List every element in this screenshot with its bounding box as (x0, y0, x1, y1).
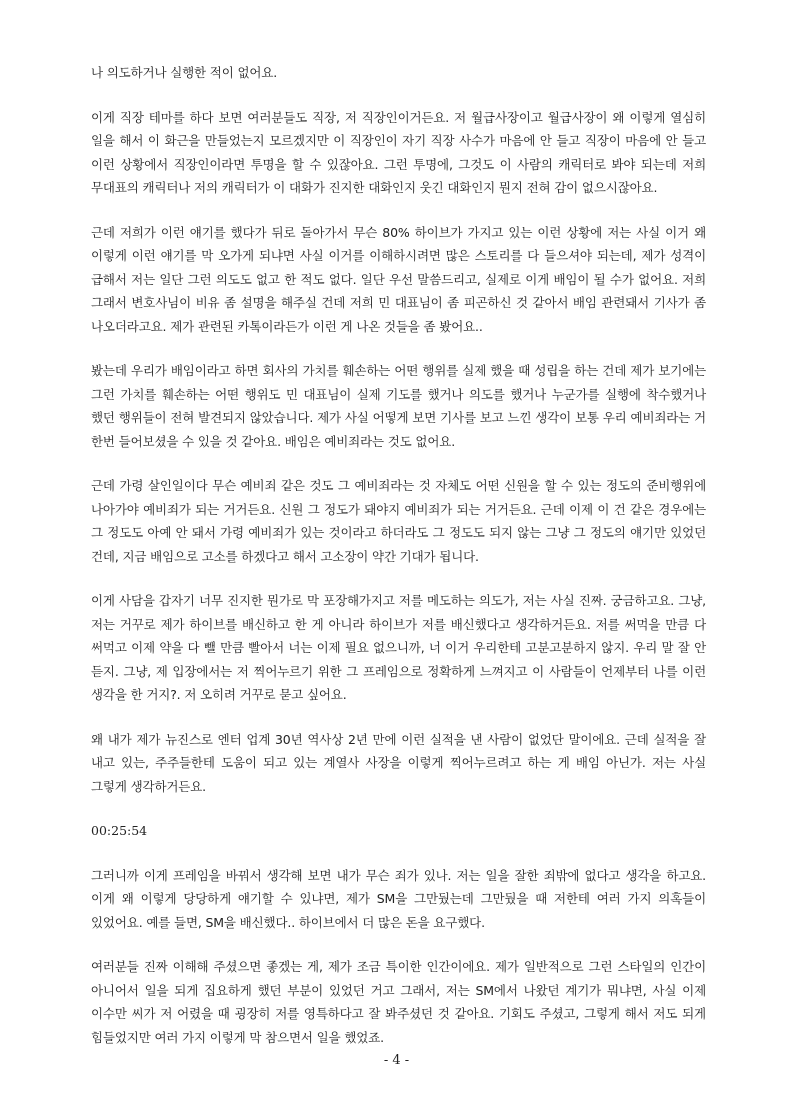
paragraph: 이게 직장 테마를 하다 보면 여러분들도 직장, 저 직장인이거든요. 저 월급사장이고 월급사장이 왜 이렇게 열심히 일을 해서 이 화근을 만들었는지 모르겠지만 이 직장인이 자기 직장 사수가 마음에 안 들고 직장이 마음에 안 들고 이런 상황에서 직장인이라면 투명을 할 수 있잖아요. 그런 투명에, 그것도 이 사람의 캐릭터로 봐야 되는데 저희 무대표의 캐릭터나 저의 캐릭터가 이 대화가 진지한 대화인지 웃긴 대화인지 뭔지 전혀 감이 없으시잖아요. (91, 109, 706, 195)
paragraph: 근데 가령 살인일이다 무슨 예비죄 같은 것도 그 예비죄라는 것 자체도 어떤 신원을 할 수 있는 정도의 준비행위에 나아가야 예비죄가 되는 거거든요. 신원 그 정도가 돼야지 예비죄가 되는 거거든요. 근데 이제 이 건 같은 경우에는 그 정도도 아예 안 돼서 가령 예비죄가 있는 것이라고 하더라도 그 정도도 되지 않는 그냥 그 정도의 얘기만 있었던 건데, 지금 배임으로 고소를 하겠다고 해서 고소장이 약간 기대가 됩니다. (91, 478, 706, 564)
timestamp: 00:25:54 (91, 823, 148, 838)
paragraph: 그러니까 이게 프레임을 바꿔서 생각해 보면 내가 무슨 죄가 있나. 저는 일을 잘한 죄밖에 없다고 생각을 하고요. 이게 왜 이렇게 당당하게 얘기할 수 있냐면, 제가 SM을 그만뒀는데 그만뒀을 때 저한테 여러 가지 의혹들이 있었어요. 예를 들면, SM을 배신했다.. 하이브에서 더 많은 돈을 요구했다. (91, 867, 706, 930)
transcript-body (91, 61, 706, 1070)
paragraph: 여러분들 진짜 이해해 주셨으면 좋겠는 게, 제가 조금 특이한 인간이에요. 제가 일반적으로 그런 스타일의 인간이 아니어서 일을 되게 집요하게 했던 부분이 있었던 거고 그래서, 저는 SM에서 나왔던 계기가 뭐냐면, 사실 이제 이수만 씨가 저 어렸을 때 굉장히 저를 영특하다고 잘 봐주셨던 것 같아요. 기회도 주셨고, 그렇게 해서 저도 되게 힘들었지만 여러 가지 이렇게 막 참으면서 일을 했었죠. (91, 959, 706, 1045)
paragraph: 나 의도하거나 실행한 적이 없어요. (91, 65, 278, 80)
paragraph: 봤는데 우리가 배임이라고 하면 회사의 가치를 훼손하는 어떤 행위를 실제 했을 때 성립을 하는 건데 제가 보기에는 그런 가치를 훼손하는 어떤 행위도 민 대표님이 실제 기도를 했거나 의도를 했거나 누군가를 실행에 착수했거나 했던 행위들이 전혀 발견되지 않았습니다. 제가 사실 어떻게 보면 기사를 보고 느낀 생각이 보통 우리 예비죄라는 거 한번 들어보셨을 수 있을 것 같아요. 배임은 예비죄라는 것도 없어요. (91, 363, 706, 449)
paragraph: 근데 저희가 이런 얘기를 했다가 뒤로 돌아가서 무슨 80% 하이브가 가지고 있는 이런 상황에 저는 사실 이거 왜 이렇게 이런 얘기를 막 오가게 되냐면 사실 이거를 이해하시려면 많은 스토리를 다 들으셔야 되는데, 제가 성격이 급해서 저는 일단 그런 의도도 없고 한 적도 없다. 일단 우선 말씀드리고, 실제로 이게 배임이 될 수가 없어요. 저희 그래서 변호사님이 비유 좀 설명을 해주실 건데 저희 민 대표님이 좀 피곤하신 것 같아서 배임 관련돼서 기사가 좀 나오더라고요. 제가 관련된 카톡이라든가 이런 게 나온 것들을 좀 봤어요.. (91, 224, 706, 334)
paragraph: 이게 사담을 갑자기 너무 진지한 뭔가로 막 포장해가지고 저를 메도하는 의도가, 저는 사실 진짜. 궁금하고요. 그냥, 저는 거꾸로 제가 하이브를 배신하고 한 게 아니라 하이브가 저를 배신했다고 생각하거든요. 저를 써먹을 만큼 다 써먹고 이제 약을 다 뺄 만큼 빨아서 너는 이제 필요 없으니까, 너 이거 우리한테 고분고분하지 않지. 우리 말 잘 안 듣지. 그냥, 제 입장에서는 저 찍어누르기 위한 그 프레임으로 정확하게 느껴지고 이 사람들이 언제부터 나를 이런 생각을 한 거지?. 저 오히려 거꾸로 묻고 싶어요. (91, 593, 706, 702)
page-number: - 4 - (383, 1053, 410, 1068)
paragraph: 왜 내가 제가 뉴진스로 엔터 업계 30년 역사상 2년 만에 이런 실적을 낸 사람이 없었단 말이에요. 근데 실적을 잘 내고 있는, 주주들한테 도움이 되고 있는 계열사 사장을 이렇게 찍어누르려고 하는 게 배임 아닌가. 저는 사실 그렇게 생각하거든요. (91, 731, 706, 794)
